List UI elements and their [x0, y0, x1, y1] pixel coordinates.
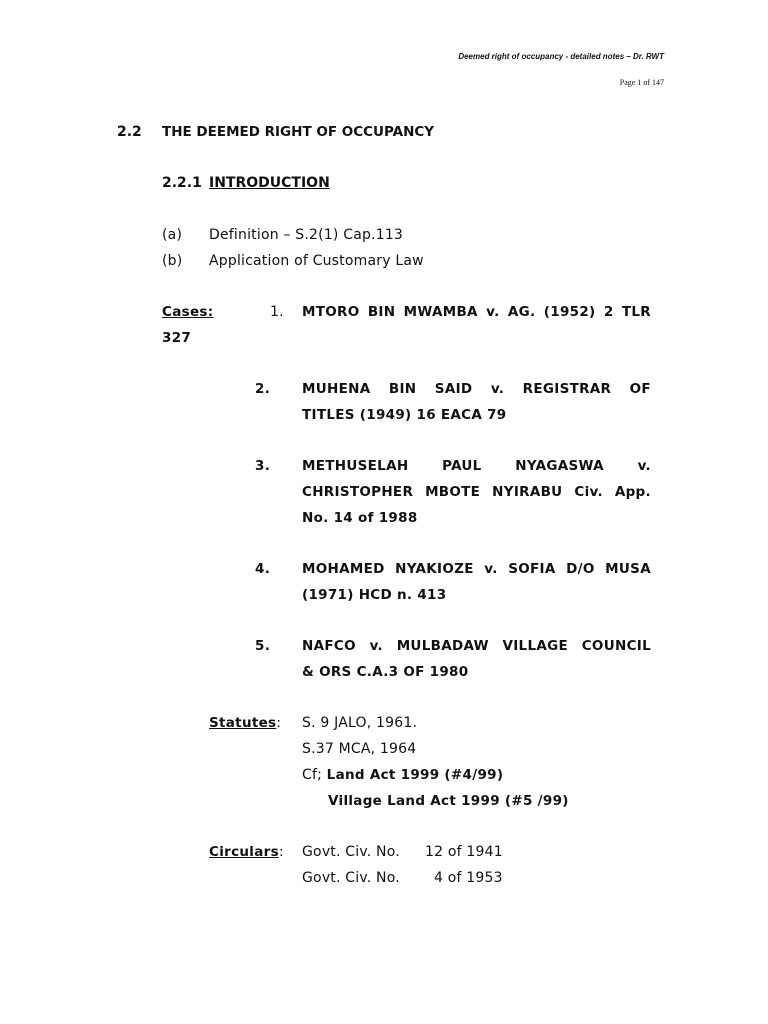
case-word: NAFCO — [302, 638, 356, 654]
item-b-text: Application of Customary Law — [209, 253, 424, 269]
statute-line: S. 9 JALO, 1961. — [302, 715, 418, 731]
case-word: PAUL — [442, 458, 482, 474]
statute-line: S.37 MCA, 1964 — [302, 741, 417, 757]
case-word: COUNCIL — [581, 638, 651, 654]
circular-name: Govt. Civ. No. — [302, 870, 400, 886]
case-word: BIN — [367, 304, 396, 320]
case-word: v. — [369, 638, 383, 654]
case-number: 1. — [270, 304, 284, 320]
case-word: BIN — [388, 381, 417, 397]
circular-number: 4 of 1953 — [434, 870, 503, 886]
circular-number: 12 of 1941 — [425, 844, 503, 860]
case-text-line — [302, 304, 651, 320]
case-word: MTORO — [302, 304, 360, 320]
case-word: v. — [486, 304, 500, 320]
case-word: 2 — [603, 304, 614, 320]
case-word: SAID — [434, 381, 473, 397]
statutes-heading-label: Statutes — [209, 715, 277, 731]
case-word: MBOTE — [425, 484, 481, 500]
case-word: Civ. — [574, 484, 603, 500]
village-land-act: Village Land Act 1999 (#5 /99) — [328, 793, 569, 809]
case-word: CHRISTOPHER — [302, 484, 414, 500]
case-number: 4. — [255, 561, 271, 577]
case-word: MUHENA — [302, 381, 371, 397]
case-word: MWAMBA — [403, 304, 478, 320]
case-word: MULBADAW — [396, 638, 489, 654]
land-act: Land Act 1999 (#4/99) — [326, 767, 504, 783]
running-header: Deemed right of occupancy - detailed notes – Dr. RWT — [458, 52, 664, 61]
case-word: v. — [484, 561, 498, 577]
case-word: NYAKIOZE — [395, 561, 474, 577]
statutes-heading-colon: : — [276, 715, 282, 731]
case-word: OF — [629, 381, 651, 397]
case-word: METHUSELAH — [302, 458, 409, 474]
case-text-line — [302, 561, 651, 577]
case-word: SOFIA — [508, 561, 556, 577]
statutes-heading — [209, 715, 281, 731]
case-text-line — [302, 458, 651, 474]
circular-name: Govt. Civ. No. — [302, 844, 400, 860]
item-a-text: Definition – S.2(1) Cap.113 — [209, 227, 404, 243]
case-text-line: (1971) HCD n. 413 — [302, 587, 447, 603]
subsection-number: 2.2.1 — [162, 175, 202, 191]
case-number: 2. — [255, 381, 271, 397]
case-word: VILLAGE — [502, 638, 569, 654]
case-word: NYAGASWA — [515, 458, 604, 474]
subsection-title: INTRODUCTION — [209, 175, 330, 191]
cf-prefix: Cf; — [302, 767, 327, 783]
case-word: v. — [490, 381, 505, 397]
item-b-label: (b) — [162, 253, 183, 269]
circulars-heading-colon: : — [278, 844, 284, 860]
case-word: NYIRABU — [492, 484, 563, 500]
case-text-line: TITLES (1949) 16 EACA 79 — [302, 407, 507, 423]
case-text-line: 327 — [162, 330, 192, 346]
case-word: v. — [637, 458, 651, 474]
case-number: 5. — [255, 638, 271, 654]
case-word: REGISTRAR — [522, 381, 612, 397]
case-word: TLR — [621, 304, 651, 320]
case-word: App. — [614, 484, 651, 500]
case-word: MOHAMED — [302, 561, 385, 577]
circulars-heading — [209, 844, 284, 860]
statute-cf-line — [302, 767, 503, 783]
circulars-heading-label: Circulars — [209, 844, 279, 860]
case-text-line: & ORS C.A.3 OF 1980 — [302, 664, 469, 680]
case-word: (1952) — [543, 304, 596, 320]
case-number: 3. — [255, 458, 271, 474]
page-number: Page 1 of 147 — [619, 78, 664, 87]
case-text-line — [302, 638, 651, 654]
section-number: 2.2 — [117, 124, 142, 140]
case-text-line: No. 14 of 1988 — [302, 510, 418, 526]
case-word: MUSA — [605, 561, 651, 577]
case-text-line — [302, 381, 651, 397]
case-text-line — [302, 484, 651, 500]
case-word: D/O — [566, 561, 595, 577]
item-a-label: (a) — [162, 227, 183, 243]
cases-heading: Cases: — [162, 304, 214, 320]
section-title: THE DEEMED RIGHT OF OCCUPANCY — [162, 124, 435, 140]
case-word: AG. — [507, 304, 536, 320]
